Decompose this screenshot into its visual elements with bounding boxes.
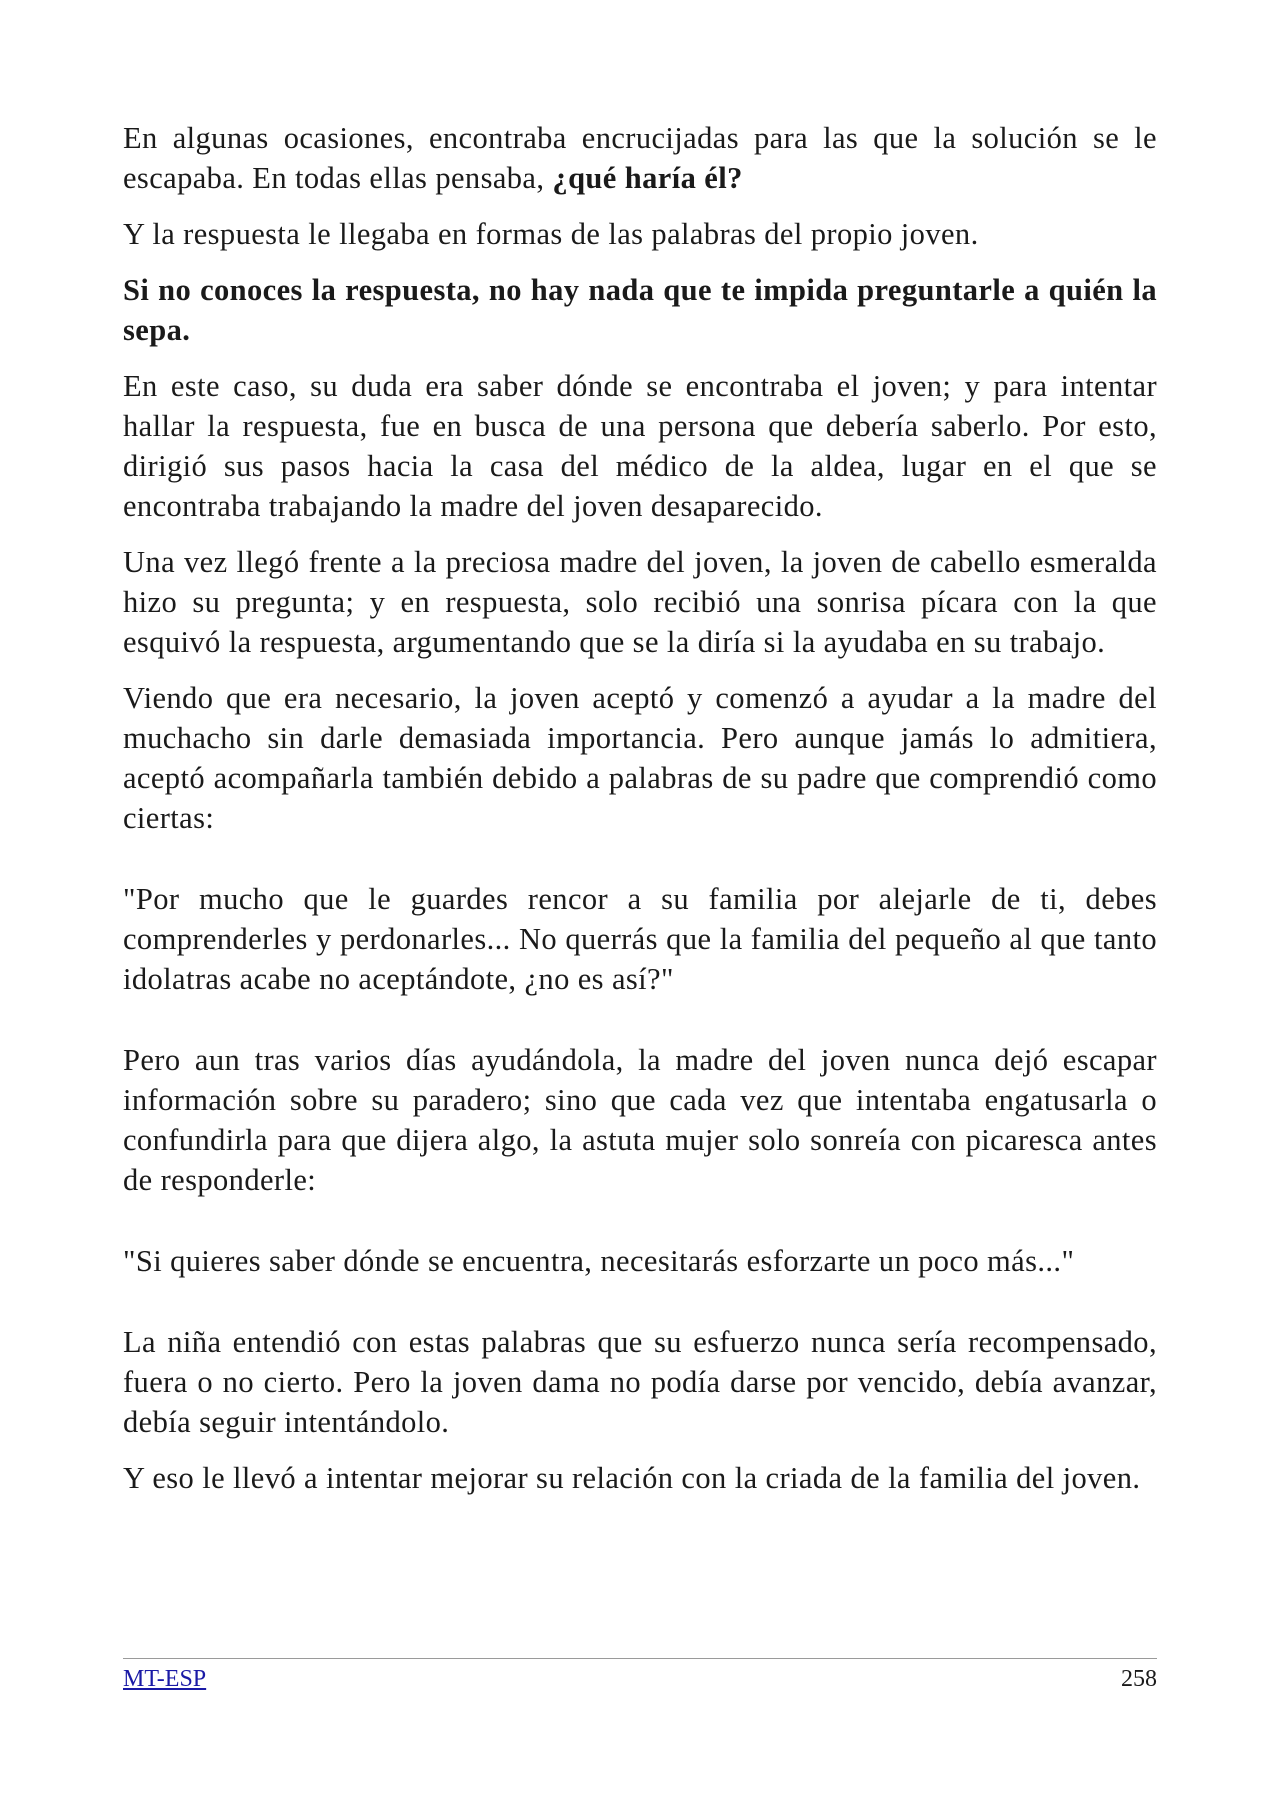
paragraph-2: Y la respuesta le llegaba en formas de las palabras del propio joven. bbox=[123, 217, 979, 251]
paragraph-11: Y eso le llevó a intentar mejorar su relación con la criada de la familia del joven. bbox=[123, 1461, 1141, 1495]
paragraph-1-bold-question: ¿qué haría él? bbox=[552, 161, 743, 195]
paragraph-10: La niña entendió con estas palabras que su esfuerzo nunca sería recompensado, fuera o no cierto. Pero la joven dama no podía darse por vencido, debía avanzar, debía seguir intentándolo. bbox=[123, 1325, 1157, 1439]
page-body bbox=[123, 118, 1157, 1498]
paragraph-9-quote: "Si quieres saber dónde se encuentra, necesitarás esforzarte un poco más..." bbox=[123, 1244, 1075, 1278]
paragraph-4: En este caso, su duda era saber dónde se encontraba el joven; y para intentar hallar la respuesta, fue en busca de una persona que debería saberlo. Por esto, dirigió sus pasos hacia la casa del médico de la aldea, lugar en el que se encontraba trabajando la madre del joven desaparecido. bbox=[123, 369, 1157, 523]
paragraph-5: Una vez llegó frente a la preciosa madre del joven, la joven de cabello esmeralda hizo su pregunta; y en respuesta, solo recibió una sonrisa pícara con la que esquivó la respuesta, argumentando que se la diría si la ayudaba en su trabajo. bbox=[123, 545, 1157, 659]
paragraph-7-quote: "Por mucho que le guardes rencor a su familia por alejarle de ti, debes comprenderles y perdonarles... No querrás que la familia del pequeño al que tanto idolatras acabe no aceptándote, ¿no es así?" bbox=[123, 882, 1157, 996]
paragraph-3-bold-quote: Si no conoces la respuesta, no hay nada que te impida preguntarle a quién la sepa. bbox=[123, 273, 1157, 347]
paragraph-6: Viendo que era necesario, la joven aceptó y comenzó a ayudar a la madre del muchacho sin darle demasiada importancia. Pero aunque jamás lo admitiera, aceptó acompañarla también debido a palabras de su padre que comprendió como ciertas: bbox=[123, 681, 1157, 835]
page-number: 258 bbox=[1121, 1666, 1157, 1692]
paragraph-1-text: En algunas ocasiones, encontraba encrucijadas para las que la solución se le escapaba. En todas ellas pensaba, bbox=[123, 121, 1157, 195]
paragraph-8: Pero aun tras varios días ayudándola, la madre del joven nunca dejó escapar información sobre su paradero; sino que cada vez que intentaba engatusarla o confundirla para que dijera algo, la astuta mujer solo sonreía con picaresca antes de responderle: bbox=[123, 1043, 1157, 1197]
page-footer bbox=[123, 1658, 1157, 1693]
footer-link[interactable]: MT-ESP bbox=[123, 1666, 207, 1692]
paragraph-1 bbox=[123, 118, 1157, 198]
